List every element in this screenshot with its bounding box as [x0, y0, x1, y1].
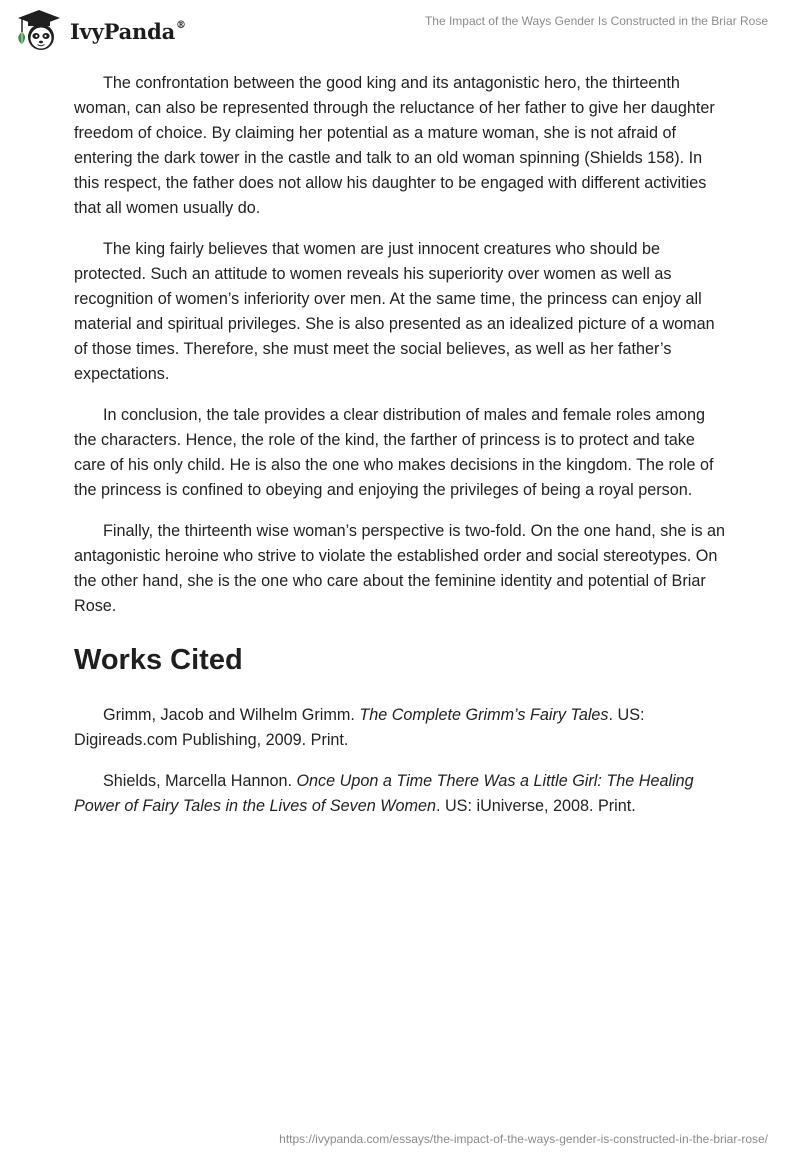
- ivypanda-logo[interactable]: [14, 8, 186, 52]
- citation-authors: Grimm, Jacob and Wilhelm Grimm.: [103, 706, 360, 724]
- essay-content: [74, 71, 728, 835]
- document-title: The Impact of the Ways Gender Is Constructed in the Briar Rose: [424, 14, 768, 28]
- body-paragraph: The king fairly believes that women are just innocent creatures who should be protected. Such an attitude to women reveals his superiority over women as well as recognition of women’s inferiority over men. At the same time, the princess can enjoy all material and spiritual privileges. She is also presented as an idealized picture of a woman of those times. Therefore, she must meet the social believes, as well as her father’s expectations.: [74, 240, 715, 383]
- citation-publisher: . US: Digireads.com Publishing, 2009. Print.: [74, 706, 645, 749]
- body-paragraph: The confrontation between the good king and its antagonistic hero, the thirteenth woman, can also be represented through the reluctance of her father to give her daughter freedom of choice. By claiming her potential as a mature woman, she is not afraid of entering the dark tower in the castle and talk to an old woman spinning (Shields 158). In this respect, the father does not allow his daughter to be engaged with different activities that all women usually do.: [74, 74, 715, 217]
- logo-text: IvyPanda®: [70, 18, 186, 44]
- page-header: [0, 0, 800, 60]
- citation-authors: Shields, Marcella Hannon.: [103, 772, 297, 790]
- citation-title: Once Upon a Time There Was a Little Girl: The Healing Power of Fairy Tales in the Lives of Seven Women: [74, 772, 694, 815]
- panda-graduate-icon: [14, 8, 64, 52]
- citation-publisher: . US: iUniverse, 2008. Print.: [436, 797, 636, 815]
- citation-entry: [74, 769, 728, 819]
- body-paragraph: Finally, the thirteenth wise woman’s perspective is two-fold. On the one hand, she is an antagonistic heroine who strive to violate the established order and social stereotypes. On the other hand, she is the one who care about the feminine identity and potential of Briar Rose.: [74, 522, 726, 615]
- works-cited-heading: Works Cited: [74, 644, 243, 676]
- source-url[interactable]: https://ivypanda.com/essays/the-impact-of-the-ways-gender-is-constructed-in-the-briar-rose/: [279, 1132, 768, 1146]
- body-paragraph: In conclusion, the tale provides a clear distribution of males and female roles among the characters. Hence, the role of the kind, the farther of princess is to protect and take care of his only child. He is also the one who makes decisions in the kingdom. The role of the princess is confined to obeying and enjoying the privileges of being a royal person.: [74, 406, 714, 499]
- citation-entry: [74, 703, 728, 753]
- citation-title: The Complete Grimm’s Fairy Tales: [359, 706, 609, 724]
